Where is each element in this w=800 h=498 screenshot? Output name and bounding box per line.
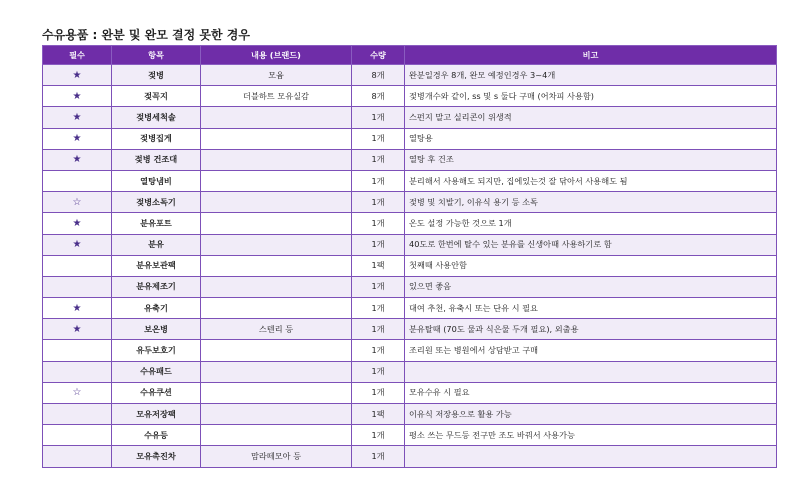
- quantity-cell: 1팩: [352, 404, 405, 425]
- note-cell: 분리해서 사용해도 되지만, 집에있는것 잘 닦아서 사용해도 됨: [405, 170, 777, 191]
- essential-mark-icon: [43, 170, 112, 191]
- essential-mark-icon: [43, 340, 112, 361]
- item-cell: 수유패드: [112, 361, 201, 382]
- note-cell: 젖병 및 치발기, 이유식 용기 등 소독: [405, 192, 777, 213]
- quantity-cell: 1개: [352, 192, 405, 213]
- header-essential: 필수: [43, 46, 112, 65]
- table-row: [43, 86, 777, 107]
- item-cell: 젖병집게: [112, 128, 201, 149]
- essential-mark-icon: ★: [43, 234, 112, 255]
- content-cell: [201, 128, 352, 149]
- note-cell: 조리원 또는 병원에서 상담받고 구매: [405, 340, 777, 361]
- note-cell: 모유수유 시 필요: [405, 382, 777, 403]
- note-cell: 이유식 저장용으로 활용 가능: [405, 404, 777, 425]
- essential-mark-icon: ★: [43, 213, 112, 234]
- item-cell: 열탕냄비: [112, 170, 201, 191]
- content-cell: [201, 234, 352, 255]
- header-content-brand: 내용 (브랜드): [201, 46, 352, 65]
- table-row: [43, 107, 777, 128]
- content-cell: 맘라떼모아 등: [201, 446, 352, 467]
- essential-mark-icon: ★: [43, 128, 112, 149]
- content-cell: [201, 107, 352, 128]
- note-cell: 열탕용: [405, 128, 777, 149]
- item-cell: 모유저장팩: [112, 404, 201, 425]
- header-item: 항목: [112, 46, 201, 65]
- header-note: 비고: [405, 46, 777, 65]
- table-row: [43, 361, 777, 382]
- quantity-cell: 1개: [352, 425, 405, 446]
- essential-mark-icon: ★: [43, 86, 112, 107]
- table-row: [43, 340, 777, 361]
- quantity-cell: 1개: [352, 382, 405, 403]
- note-cell: 대여 추천, 유축시 또는 단유 시 필요: [405, 298, 777, 319]
- essential-mark-icon: [43, 446, 112, 467]
- table-row: [43, 404, 777, 425]
- table-row: [43, 319, 777, 340]
- content-cell: 스텐리 등: [201, 319, 352, 340]
- table-row: [43, 149, 777, 170]
- content-cell: [201, 213, 352, 234]
- content-cell: [201, 298, 352, 319]
- table-row: [43, 213, 777, 234]
- quantity-cell: 1개: [352, 170, 405, 191]
- quantity-cell: 1개: [352, 234, 405, 255]
- quantity-cell: 1개: [352, 298, 405, 319]
- item-cell: 수유쿠션: [112, 382, 201, 403]
- item-cell: 유두보호기: [112, 340, 201, 361]
- item-cell: 젖꼭지: [112, 86, 201, 107]
- content-cell: [201, 425, 352, 446]
- essential-mark-icon: ★: [43, 298, 112, 319]
- quantity-cell: 1개: [352, 340, 405, 361]
- essential-mark-icon: ★: [43, 65, 112, 86]
- item-cell: 보온병: [112, 319, 201, 340]
- item-cell: 모유촉진차: [112, 446, 201, 467]
- item-cell: 수유등: [112, 425, 201, 446]
- content-cell: [201, 192, 352, 213]
- quantity-cell: 1개: [352, 319, 405, 340]
- note-cell: 40도로 한번에 탈수 있는 분유를 신생아때 사용하기로 함: [405, 234, 777, 255]
- essential-mark-icon: [43, 276, 112, 297]
- table-row: [43, 65, 777, 86]
- table-row: [43, 446, 777, 467]
- note-cell: [405, 446, 777, 467]
- content-cell: 더블하트 모유실감: [201, 86, 352, 107]
- item-cell: 젖병세척솔: [112, 107, 201, 128]
- quantity-cell: 1개: [352, 276, 405, 297]
- essential-mark-icon: [43, 404, 112, 425]
- content-cell: [201, 170, 352, 191]
- essential-mark-icon: ★: [43, 149, 112, 170]
- note-cell: 스펀지 말고 실리콘이 위생적: [405, 107, 777, 128]
- table-row: [43, 170, 777, 191]
- note-cell: 첫째때 사용안함: [405, 255, 777, 276]
- content-cell: [201, 255, 352, 276]
- quantity-cell: 1개: [352, 149, 405, 170]
- table-row: [43, 276, 777, 297]
- quantity-cell: 8개: [352, 65, 405, 86]
- note-cell: 있으면 좋음: [405, 276, 777, 297]
- note-cell: 젖병개수와 같이, ss 및 s 둘다 구매 (어차피 사용함): [405, 86, 777, 107]
- content-cell: [201, 404, 352, 425]
- item-cell: 분유포트: [112, 213, 201, 234]
- item-cell: 젖병 건조대: [112, 149, 201, 170]
- content-cell: [201, 340, 352, 361]
- table-row: [43, 234, 777, 255]
- content-cell: [201, 276, 352, 297]
- feeding-supplies-table: [42, 45, 777, 468]
- table-row: [43, 382, 777, 403]
- quantity-cell: 1개: [352, 128, 405, 149]
- quantity-cell: 1개: [352, 107, 405, 128]
- essential-mark-icon: ★: [43, 319, 112, 340]
- quantity-cell: 1개: [352, 446, 405, 467]
- note-cell: 열탕 후 건조: [405, 149, 777, 170]
- table-row: [43, 128, 777, 149]
- essential-mark-icon: [43, 255, 112, 276]
- quantity-cell: 1개: [352, 213, 405, 234]
- header-row: [43, 46, 777, 65]
- table-row: [43, 425, 777, 446]
- essential-mark-icon: ☆: [43, 382, 112, 403]
- content-cell: [201, 149, 352, 170]
- item-cell: 젖병: [112, 65, 201, 86]
- essential-mark-icon: ☆: [43, 192, 112, 213]
- essential-mark-icon: [43, 425, 112, 446]
- quantity-cell: 1팩: [352, 255, 405, 276]
- table-row: [43, 192, 777, 213]
- page-title: 수유용품 : 완분 및 완모 결정 못한 경우: [42, 28, 250, 42]
- note-cell: 완분일경우 8개, 완모 예정인경우 3~4개: [405, 65, 777, 86]
- quantity-cell: 8개: [352, 86, 405, 107]
- table-row: [43, 255, 777, 276]
- item-cell: 젖병소독기: [112, 192, 201, 213]
- note-cell: 온도 설정 가능한 것으로 1개: [405, 213, 777, 234]
- note-cell: 평소 쓰는 무드등 전구만 조도 바꿔서 사용가능: [405, 425, 777, 446]
- table-row: [43, 298, 777, 319]
- header-quantity: 수량: [352, 46, 405, 65]
- item-cell: 분유: [112, 234, 201, 255]
- essential-mark-icon: ★: [43, 107, 112, 128]
- item-cell: 분유제조기: [112, 276, 201, 297]
- item-cell: 유축기: [112, 298, 201, 319]
- essential-mark-icon: [43, 361, 112, 382]
- content-cell: [201, 361, 352, 382]
- content-cell: 모윰: [201, 65, 352, 86]
- content-cell: [201, 382, 352, 403]
- item-cell: 분유보관팩: [112, 255, 201, 276]
- quantity-cell: 1개: [352, 361, 405, 382]
- note-cell: 분유탈때 (70도 물과 식은물 두개 필요), 외출용: [405, 319, 777, 340]
- note-cell: [405, 361, 777, 382]
